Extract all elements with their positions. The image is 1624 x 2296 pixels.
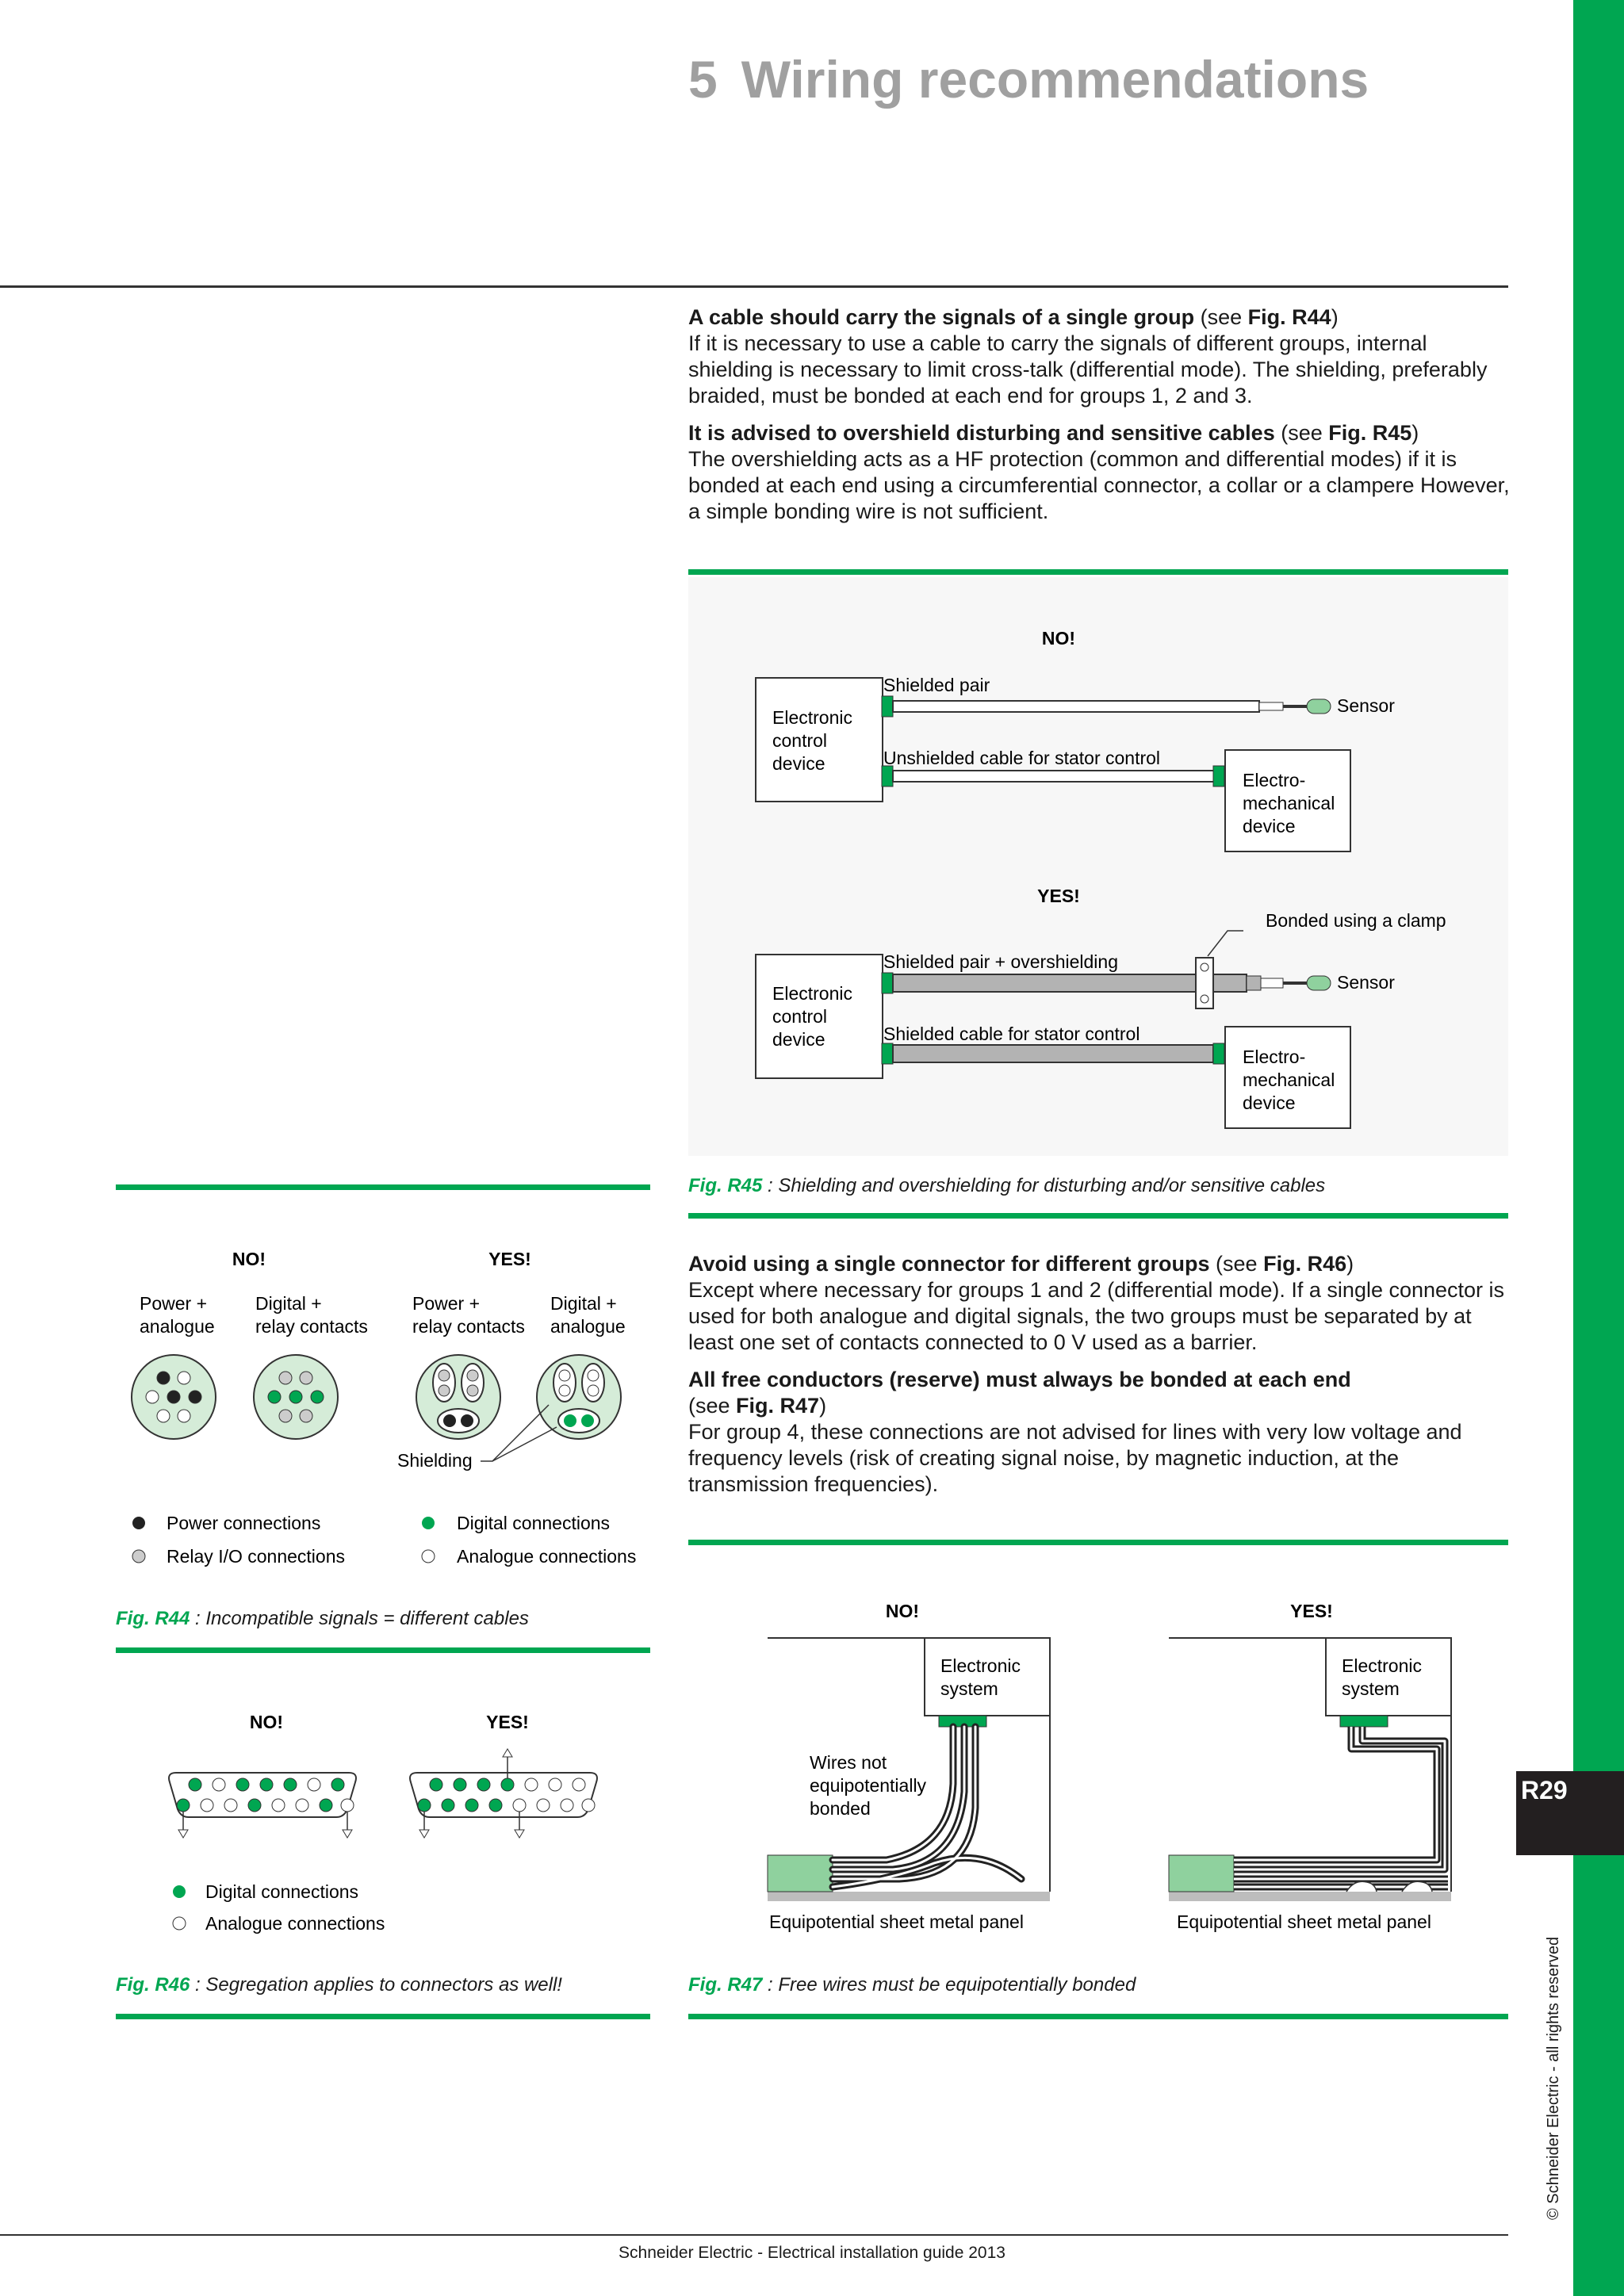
text-block-cables bbox=[688, 304, 1513, 525]
fig44-yes-label: YES! bbox=[488, 1249, 531, 1269]
heading-pre: (see bbox=[1209, 1252, 1264, 1276]
caption-text: : Shielding and overshielding for disturbing and/or sensitive cables bbox=[762, 1175, 1326, 1196]
fig-reference: Fig. R47 bbox=[736, 1394, 820, 1418]
paragraph-heading bbox=[688, 304, 1513, 331]
shielding-label: Shielding bbox=[397, 1450, 473, 1471]
electronic-system-box bbox=[925, 1638, 1050, 1716]
connector-label: Digital + bbox=[255, 1293, 322, 1314]
emd-label-1: Electro- bbox=[1243, 770, 1306, 790]
sensor-label: Sensor bbox=[1337, 972, 1395, 993]
fig46-bottom-rule bbox=[116, 2014, 650, 2019]
legend-swatch-relay bbox=[132, 1550, 145, 1563]
cable-label: Shielded pair + overshielding bbox=[883, 951, 1119, 972]
heading-bold: Avoid using a single connector for different groups bbox=[688, 1252, 1210, 1276]
system-label-2: system bbox=[940, 1678, 998, 1699]
legend-digital: Digital connections bbox=[457, 1513, 611, 1533]
connector-label: relay contacts bbox=[255, 1316, 368, 1337]
wires-label-2: equipotentially bbox=[810, 1775, 927, 1796]
fig-reference: Fig. R46 bbox=[1263, 1252, 1347, 1276]
fig45-yes-label: YES! bbox=[1037, 886, 1080, 906]
wires-label-1: Wires not bbox=[810, 1752, 887, 1773]
sheet-metal-panel bbox=[768, 1892, 1050, 1901]
ecd-label-2: control bbox=[772, 730, 828, 751]
legend-analogue: Analogue connections bbox=[457, 1546, 637, 1567]
connector-label: Digital + bbox=[550, 1293, 617, 1314]
emd-label-3: device bbox=[1243, 1093, 1296, 1113]
fig47-caption bbox=[688, 1974, 1136, 1996]
fig45-no-label: NO! bbox=[1041, 628, 1076, 649]
electronic-system-box bbox=[1326, 1638, 1451, 1716]
caption-text: : Free wires must be equipotentially bonded bbox=[762, 1974, 1136, 1996]
ecd-label-3: device bbox=[772, 1029, 825, 1050]
ecd-label-1: Electronic bbox=[772, 707, 852, 728]
side-color-bar bbox=[1573, 0, 1624, 2296]
heading-post: ) bbox=[1346, 1252, 1354, 1276]
cable-label: Shielded cable for stator control bbox=[883, 1024, 1140, 1044]
legend-swatch-digital bbox=[422, 1517, 435, 1529]
shielded-pair-no bbox=[893, 701, 1259, 712]
paragraph-heading-2 bbox=[688, 420, 1513, 446]
connector-label: analogue bbox=[550, 1316, 626, 1337]
paragraph-body-2: For group 4, these connections are not advised for lines with very low voltage and frequency levels (risk of creating signal noise, by magnetic induction, at the transmission frequencies). bbox=[688, 1420, 1462, 1496]
legend-power: Power connections bbox=[167, 1513, 321, 1533]
clamp bbox=[1402, 1881, 1432, 1892]
caption-ref: Fig. R45 bbox=[688, 1175, 763, 1196]
connector-label: Power + bbox=[140, 1293, 208, 1314]
fig46-yes-label: YES! bbox=[486, 1712, 529, 1732]
ecd-label-1: Electronic bbox=[772, 983, 852, 1004]
paragraph-body-2: The overshielding acts as a HF protection (common and differential modes) if it is bonded at each end using a circumferential connector, a collar or a clampere However, a simple bonding wire is not sufficient. bbox=[688, 447, 1510, 523]
page-title bbox=[688, 49, 1369, 109]
connector-label: Power + bbox=[412, 1293, 481, 1314]
fig47-yes-label: YES! bbox=[1290, 1601, 1333, 1621]
ecd-label-3: device bbox=[772, 753, 825, 774]
connector-label: relay contacts bbox=[412, 1316, 525, 1337]
fig44-bottom-rule bbox=[116, 1647, 650, 1653]
page-number: R29 bbox=[1521, 1776, 1568, 1804]
sensor-shape bbox=[1307, 699, 1331, 714]
fig46-diagram bbox=[116, 1654, 650, 1952]
paragraph-heading-2 bbox=[688, 1367, 1513, 1419]
legend-swatch-analogue bbox=[173, 1917, 186, 1930]
overshielded-pair bbox=[893, 974, 1247, 992]
paragraph-heading bbox=[688, 1251, 1513, 1277]
connector bbox=[1213, 766, 1224, 786]
text-block-connectors bbox=[688, 1251, 1513, 1498]
fig45-top-rule bbox=[688, 569, 1508, 575]
shielded-cable bbox=[893, 1045, 1213, 1062]
caption-ref: Fig. R44 bbox=[116, 1608, 190, 1629]
paragraph-body: If it is necessary to use a cable to carry the signals of different groups, internal shielding is necessary to limit cross-talk (differential mode). The shielding, preferably braided, must be bonded at each end for groups 1, 2 and 3. bbox=[688, 331, 1488, 408]
fig44-diagram bbox=[116, 1189, 650, 1586]
clamp bbox=[1196, 958, 1213, 1008]
copyright-notice: © Schneider Electric - all rights reserved bbox=[1545, 1936, 1562, 2220]
heading-bold: It is advised to overshield disturbing and sensitive cables bbox=[688, 421, 1275, 445]
caption-ref: Fig. R46 bbox=[116, 1974, 190, 1996]
fig47-bottom-rule bbox=[688, 2014, 1508, 2019]
fig44-no-label: NO! bbox=[232, 1249, 266, 1269]
sensor-label: Sensor bbox=[1337, 695, 1395, 716]
system-label-1: Electronic bbox=[940, 1655, 1021, 1676]
unshielded-cable bbox=[893, 771, 1247, 782]
page-footer: Schneider Electric - Electrical installation guide 2013 bbox=[619, 2244, 1005, 2262]
heading-post: ) bbox=[1411, 421, 1419, 445]
legend-swatch-power bbox=[132, 1517, 145, 1529]
emd-label-2: mechanical bbox=[1243, 1070, 1335, 1090]
heading-pre: (see bbox=[1194, 305, 1248, 329]
panel-label: Equipotential sheet metal panel bbox=[1177, 1911, 1431, 1932]
emd-label-2: mechanical bbox=[1243, 793, 1335, 813]
heading-post: ) bbox=[819, 1394, 827, 1418]
fig47-top-rule bbox=[688, 1540, 1508, 1545]
emd-label-1: Electro- bbox=[1243, 1047, 1306, 1067]
header-rule bbox=[0, 285, 1508, 288]
fig46-caption bbox=[116, 1974, 562, 1996]
paragraph-body: Except where necessary for groups 1 and 2 (differential mode). If a single connector is used for both analogue and digital signals, the two groups must be separated by at least one set of contacts connected to 0 V used as a barrier. bbox=[688, 1278, 1505, 1354]
connector bbox=[1213, 1043, 1224, 1064]
fig45-caption bbox=[688, 1175, 1325, 1197]
fig47-diagram bbox=[688, 1546, 1508, 1942]
fig47-no-label: NO! bbox=[885, 1601, 920, 1621]
heading-bold: A cable should carry the signals of a single group bbox=[688, 305, 1195, 329]
legend-digital: Digital connections bbox=[205, 1881, 359, 1902]
legend-swatch-analogue bbox=[422, 1550, 435, 1563]
clamp-label: Bonded using a clamp bbox=[1266, 910, 1446, 931]
section-title: Wiring recommendations bbox=[741, 50, 1369, 109]
heading-post: ) bbox=[1331, 305, 1339, 329]
cable-label: Shielded pair bbox=[883, 675, 990, 695]
cable-label: Unshielded cable for stator control bbox=[883, 748, 1161, 768]
system-label-1: Electronic bbox=[1342, 1655, 1422, 1676]
legend-swatch-digital bbox=[173, 1885, 186, 1898]
fig46-no-label: NO! bbox=[249, 1712, 284, 1732]
legend-analogue: Analogue connections bbox=[205, 1913, 385, 1934]
connector bbox=[882, 1043, 893, 1064]
footer-rule bbox=[0, 2234, 1508, 2236]
caption-text: : Segregation applies to connectors as well! bbox=[190, 1974, 562, 1996]
connector bbox=[882, 766, 893, 786]
wires-label-3: bonded bbox=[810, 1798, 871, 1819]
ecd-label-2: control bbox=[772, 1006, 828, 1027]
legend-relay: Relay I/O connections bbox=[167, 1546, 346, 1567]
fig-reference: Fig. R44 bbox=[1247, 305, 1331, 329]
connector-label: analogue bbox=[140, 1316, 215, 1337]
sheet-metal-panel bbox=[1169, 1892, 1451, 1901]
heading-pre: (see bbox=[1274, 421, 1329, 445]
section-number: 5 bbox=[688, 50, 718, 109]
panel-label: Equipotential sheet metal panel bbox=[769, 1911, 1024, 1932]
clamp bbox=[1346, 1881, 1377, 1892]
connector bbox=[882, 696, 893, 717]
caption-text: : Incompatible signals = different cables bbox=[190, 1608, 529, 1629]
fig44-caption bbox=[116, 1608, 529, 1630]
sensor-shape bbox=[1307, 976, 1331, 990]
system-label-2: system bbox=[1342, 1678, 1400, 1699]
fig-reference: Fig. R45 bbox=[1328, 421, 1412, 445]
page-number-tab bbox=[1516, 1771, 1624, 1855]
fig45-bottom-rule bbox=[688, 1213, 1508, 1219]
emd-label-3: device bbox=[1243, 816, 1296, 836]
bonded-wires bbox=[1234, 1727, 1448, 1887]
fig45-diagram bbox=[688, 577, 1508, 1156]
connector bbox=[882, 973, 893, 993]
heading-bold: All free conductors (reserve) must always be bonded at each end bbox=[688, 1368, 1351, 1391]
heading-pre: (see bbox=[688, 1394, 737, 1418]
caption-ref: Fig. R47 bbox=[688, 1974, 763, 1996]
